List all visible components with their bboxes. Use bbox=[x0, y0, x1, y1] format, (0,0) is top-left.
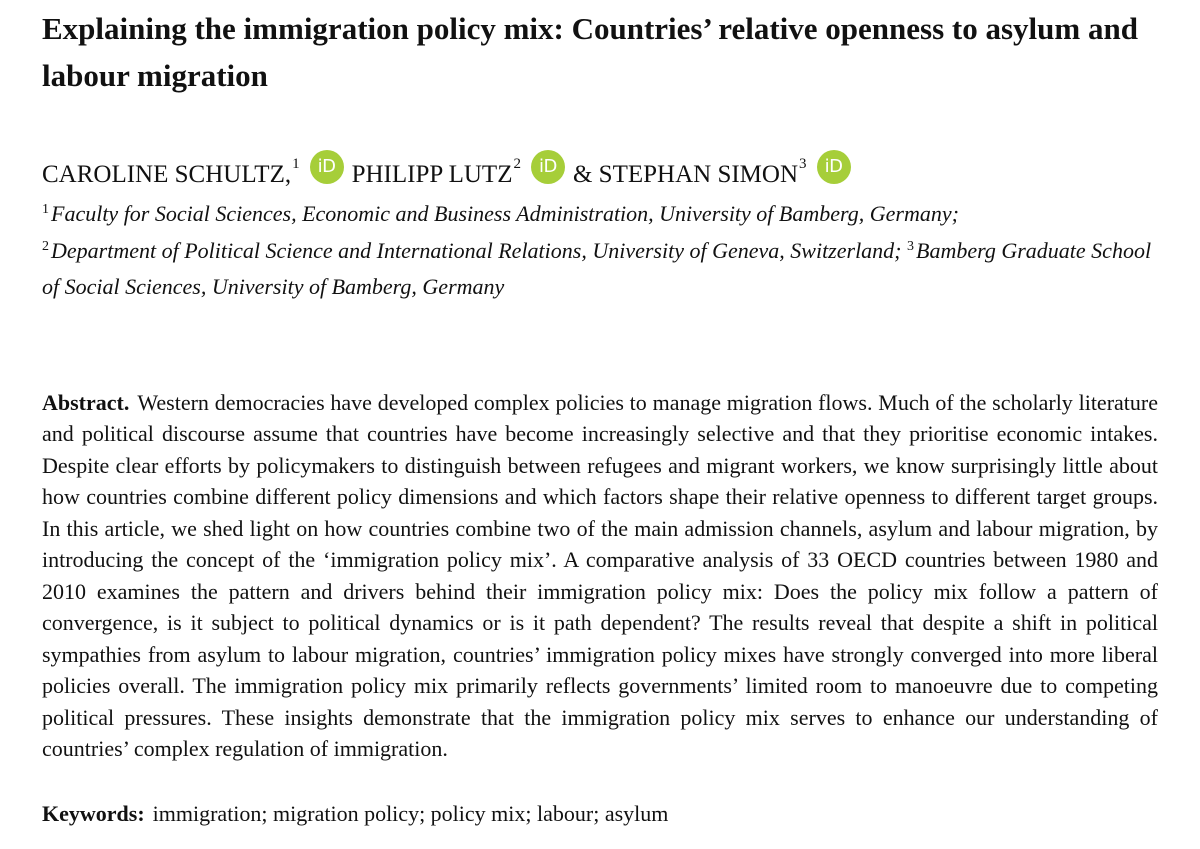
abstract bbox=[42, 387, 1158, 765]
orcid-icon[interactable]: iD bbox=[310, 150, 344, 184]
author-name: CAROLINE SCHULTZ, bbox=[42, 161, 292, 188]
author-name: & STEPHAN SIMON bbox=[572, 161, 799, 188]
paper-page bbox=[42, 0, 1158, 829]
author-list bbox=[42, 156, 1158, 194]
orcid-icon[interactable]: iD bbox=[531, 150, 565, 184]
affiliation-3: Bamberg Graduate School of Social Sciences, University of Bamberg, Germany bbox=[42, 237, 1152, 299]
author-caroline-schultz bbox=[42, 156, 352, 194]
affiliation-1: Faculty for Social Sciences, Economic and Business Administration, University of Bamberg, Germany; bbox=[51, 201, 959, 226]
abstract-label: Abstract. bbox=[42, 389, 130, 415]
author-stephan-simon bbox=[572, 156, 859, 194]
author-philipp-lutz bbox=[351, 156, 573, 194]
affiliation-marker: 1 bbox=[42, 202, 49, 217]
abstract-text: Western democracies have developed complex policies to manage migration flows. Much of the scholarly literature and political discourse assume that countries have become increasingly selective and that they prioritise economic intakes. Despite clear efforts by policymakers to distinguish between refugees and migrant workers, we know surprisingly little about how countries combine different policy dimensions and which factors shape their relative openness to different target groups. In this article, we shed light on how countries combine two of the main admission channels, asylum and labour migration, by introducing the concept of the ‘immigration policy mix’. A comparative analysis of 33 OECD countries between 1980 and 2010 examines the pattern and drivers behind their immigration policy mix: Does the policy mix follow a pattern of convergence, is it subject to political dynamics or is it path dependent? The results reveal that despite a shift in political sympathies from asylum to labour migration, countries’ immigration policy mixes have strongly converged into more liberal policies overall. The immigration policy mix primarily reflects governments’ limited room to manoeuvre due to competing political pressures. These insights demonstrate that the immigration policy mix serves to enhance our understanding of countries’ complex regulation of immigration. bbox=[42, 389, 1158, 761]
author-affiliation-marker: 1 bbox=[292, 156, 300, 172]
keywords-text: immigration; migration policy; policy mix; labour; asylum bbox=[152, 800, 669, 826]
keywords-label: Keywords: bbox=[42, 800, 145, 826]
affiliations bbox=[42, 196, 1158, 306]
author-affiliation-marker: 2 bbox=[513, 156, 521, 172]
keywords bbox=[42, 799, 1158, 829]
affiliation-2: Department of Political Science and International Relations, University of Geneva, Switzerland; bbox=[51, 237, 902, 263]
affiliation-marker: 2 bbox=[42, 238, 49, 254]
paper-title: Explaining the immigration policy mix: Countries’ relative openness to asylum and labour migration bbox=[42, 11, 1138, 93]
author-affiliation-marker: 3 bbox=[799, 156, 807, 172]
affiliation-marker: 3 bbox=[907, 238, 915, 254]
orcid-icon[interactable]: iD bbox=[817, 150, 851, 184]
author-name: PHILIPP LUTZ bbox=[351, 161, 513, 188]
